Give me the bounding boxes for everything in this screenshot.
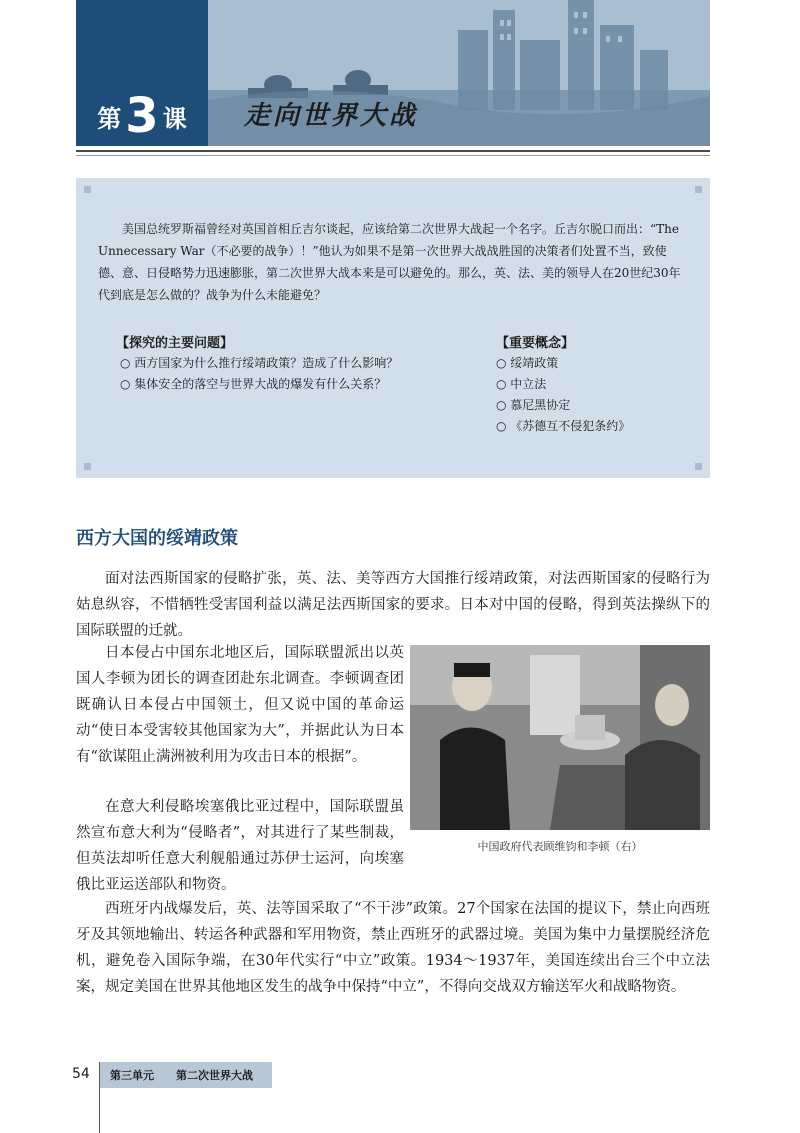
concepts-title: 【重要概念】 [496,336,575,351]
corner-mark [695,463,702,470]
title-divider [76,150,710,152]
photo-caption: 中国政府代表顾维钧和李顿（右） [477,840,643,853]
lesson-number-label [76,88,208,144]
questions-title: 【探究的主要问题】 [116,336,234,351]
lesson-suffix: 课 [162,104,187,133]
page-number: 54 [72,1066,90,1082]
corner-mark [695,186,702,193]
body-paragraph: 面对法西斯国家的侵略扩张，英、法、美等西方大国推行绥靖政策，对法西斯国家的侵略行为姑息纵容，不惜牺牲受害国利益以满足法西斯国家的要求。日本对中国的侵略，得到英法操纵下的国际联盟的迁就。 [76,571,710,639]
body-paragraph: 西班牙内战爆发后，英、法等国采取了“不干涉”政策。27个国家在法国的提议下，禁止向西班牙及其领地输出、转运各种武器和军用物资，禁止西班牙的武器过境。美国为集中力量摆脱经济危机，避免卷入国际争端，在30年代实行“中立”政策。1934～1937年，美国连续出台三个中立法案，规定美国在世界其他地区发生的战争中保持“中立”，不得向交战双方输送军火和战略物资。 [76,901,710,995]
historical-photo [410,645,710,830]
unit-title: 第二次世界大战 [176,1069,253,1082]
concept-item: ○ 慕尼黑协定 [496,395,630,416]
title-divider-thin [76,155,710,156]
concept-item: ○ 中立法 [496,374,630,395]
concepts-list [496,353,630,437]
body-paragraph: 日本侵占中国东北地区后，国际联盟派出以英国人李顿为团长的调查团赴东北调查。李顿调查团既确认日本侵占中国领土，但又说中国的革命运动“使日本受害较其他国家为大”，并据此认为日本有“欲谋阻止满洲被利用为攻击日本的根据”。 [76,645,404,765]
section-heading: 西方大国的绥靖政策 [76,528,238,549]
lesson-number: 3 [125,88,159,144]
body-paragraph: 在意大利侵略埃塞俄比亚过程中，国际联盟虽然宣布意大利为“侵略者”，对其进行了某些制裁，但英法却听任意大利舰船通过苏伊士运河，向埃塞俄比亚运送部队和物资。 [76,799,404,893]
concept-item: ○ 《苏德互不侵犯条约》 [496,416,630,437]
question-item: ○ 西方国家为什么推行绥靖政策？造成了什么影响？ [120,353,398,374]
lesson-prefix: 第 [97,104,122,133]
lesson-title: 走向世界大战 [244,101,419,131]
unit-label: 第三单元 [110,1069,154,1082]
intro-text: 美国总统罗斯福曾经对英国首相丘吉尔谈起，应该给第二次世界大战起一个名字。丘吉尔脱口而出：“The Unnecessary War（不必要的战争）！”他认为如果不是第一次世界大战战胜国的决策者们处置不当，致使德、意、日侵略势力迅速膨胀，第二次世界大战本来是可以避免的。那么，英、法、美的领导人在20世纪30年代到底是怎么做的？战争为什么未能避免？ [98,222,681,302]
corner-mark [84,463,91,470]
question-item: ○ 集体安全的落空与世界大战的爆发有什么关系？ [120,374,398,395]
corner-mark [84,186,91,193]
questions-list [120,353,398,395]
intro-box [76,178,710,478]
concept-item: ○ 绥靖政策 [496,353,630,374]
